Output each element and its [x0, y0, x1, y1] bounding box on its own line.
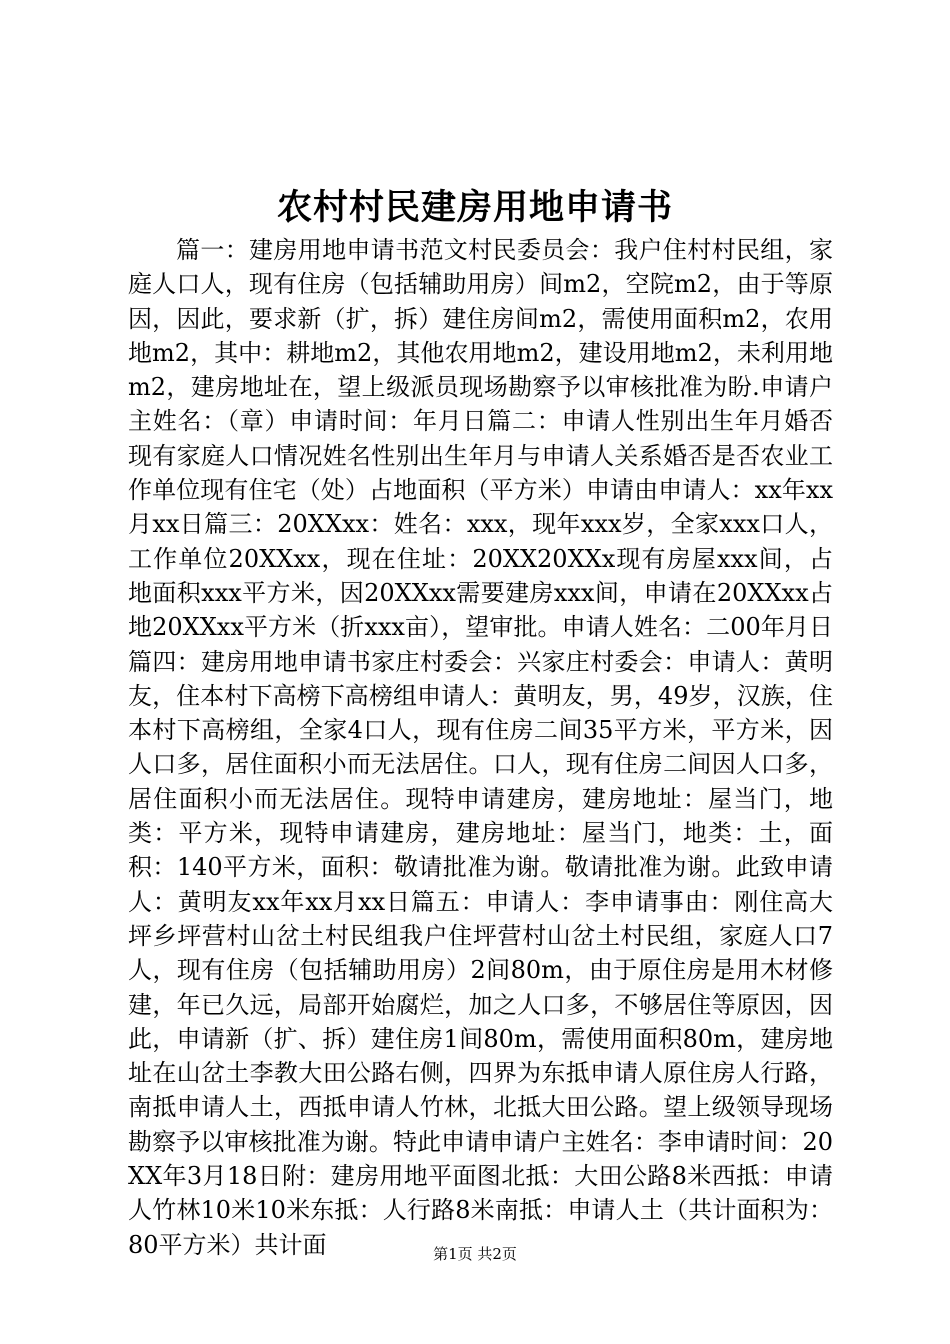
page-number: 第1页 共2页: [433, 1245, 517, 1263]
document-title: 农村村民建房用地申请书: [276, 187, 673, 228]
document-body: 篇一：建房用地申请书范文村民委员会：我户住村村民组，家庭人口人，现有住房（包括辅助用房）间m2，空院m2，由于等原因，因此，要求新（扩，拆）建住房间m2，需使用面积m2，农用地m2，其中：耕地m2，其他农用地m2，建设用地m2，未利用地m2，建房地址在，望上级派员现场勘察予以审核批准为盼.申请户主姓名：（章）申请时间：年月日篇二：申请人性别出生年月婚否现有家庭人口情况姓名性别出生年月与申请人关系婚否是否农业工作单位现有住宅（处）占地面积（平方米）申请由申请人：xx年xx月xx日篇三：20XXxx：姓名：xxx，现年xxx岁，全家xxx口人，工作单位20XXxx，现在住址：20XX20XXx现有房屋xxx间，占地面积xxx平方米，因20XXxx需要建房xxx间，申请在20XXxx占地20XXxx平方米（折xxx亩），望审批。申请人姓名：二00年月日篇四：建房用地申请书家庄村委会：兴家庄村委会：申请人：黄明友，住本村下高榜下高榜组申请人：黄明友，男，49岁，汉族，住本村下高榜组，全家4口人，现有住房二间35平方米，平方米，因人口多，居住面积小而无法居住。口人，现有住房二间因人口多，居住面积小而无法居住。现特申请建房，建房地址：屋当门，地类：平方米，现特申请建房，建房地址：屋当门，地类：土，面积：140平方米，面积：敬请批准为谢。敬请批准为谢。此致申请人：黄明友xx年xx月xx日篇五：申请人：李申请事由：刚住高大坪乡坪营村山岔土村民组我户住坪营村山岔土村民组，家庭人口7人，现有住房（包括辅助用房）2间80m，由于原住房是用木材修建，年已久远，局部开始腐烂，加之人口多，不够居住等原因，因此，申请新（扩、拆）建住房1间80m，需使用面积80m，建房地址在山岔土李教大田公路右侧，四界为东抵申请人原住房人行路，南抵申请人土，西抵申请人竹林，北抵大田公路。望上级领导现场勘察予以审核批准为谢。特此申请申请户主姓名：李申请时间：20XX年3月18日附：建房用地平面图北抵：大田公路8米西抵：申请人竹林10米10米东抵：人行路8米南抵：申请人土（共计面积为：80平方米）共计面: [128, 236, 833, 1259]
